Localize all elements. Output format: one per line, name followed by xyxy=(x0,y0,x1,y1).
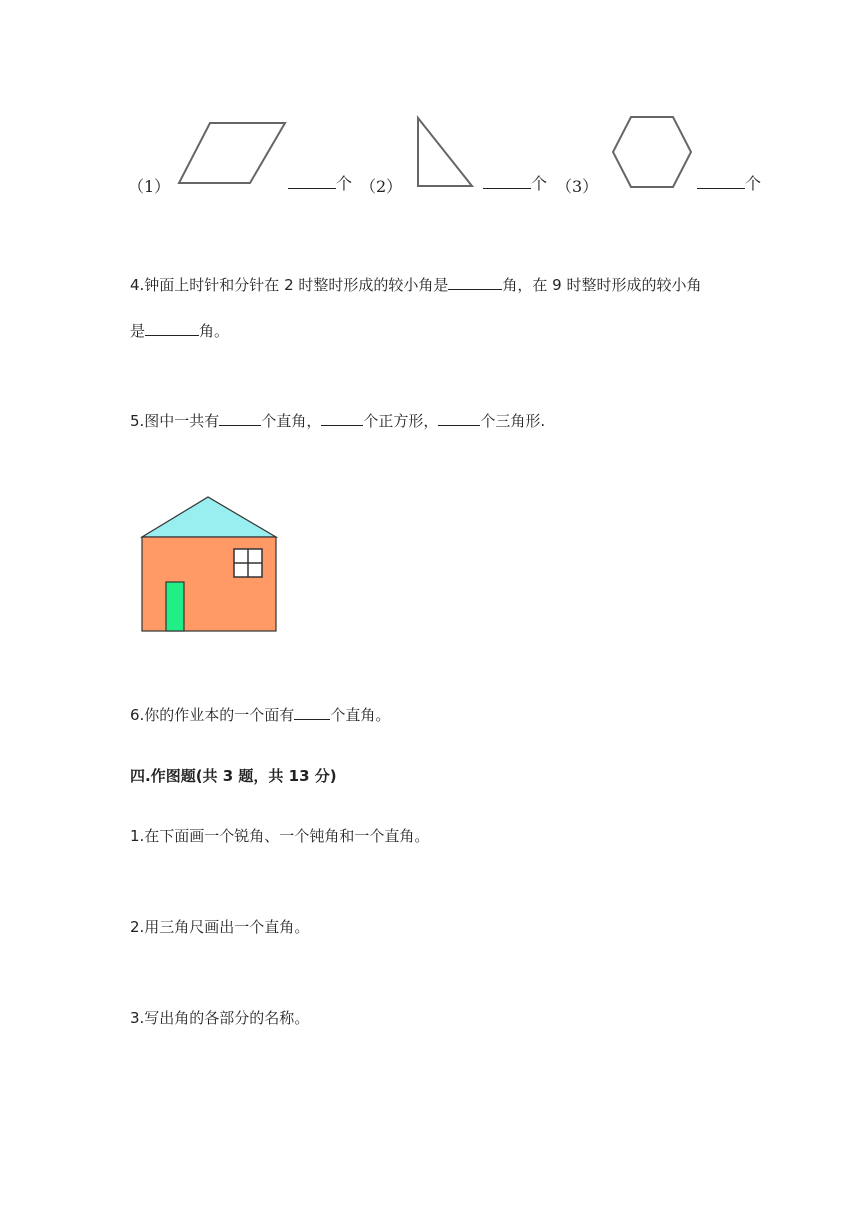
q4-text-a: 4.钟面上时针和分针在 2 时整时形成的较小角是 xyxy=(130,276,449,294)
q5-blank-3[interactable] xyxy=(438,411,480,426)
q5-blank-1[interactable] xyxy=(219,411,261,426)
shape-label-1: （1） xyxy=(128,177,171,196)
q6-blank[interactable] xyxy=(294,705,330,720)
house-figure xyxy=(138,494,280,634)
house-roof xyxy=(142,497,276,537)
q6-text-a: 6.你的作业本的一个面有 xyxy=(130,706,295,724)
unit-label-3: 个 xyxy=(745,174,762,193)
shape-label-2: （2） xyxy=(360,177,403,196)
question-4-line-2 xyxy=(130,321,229,341)
q4-text-b: 角，在 9 时整时形成的较小角 xyxy=(502,276,702,294)
unit-label-2: 个 xyxy=(531,174,548,193)
answer-blank-1[interactable] xyxy=(288,174,352,194)
hexagon-figure xyxy=(610,114,694,190)
q5-blank-2[interactable] xyxy=(321,411,363,426)
q6-text-b: 个直角。 xyxy=(330,706,391,724)
q5-text-a: 5.图中一共有 xyxy=(130,412,220,430)
parallelogram-figure xyxy=(176,120,288,186)
answer-blank-3[interactable] xyxy=(697,174,761,194)
q4-text-d: 角。 xyxy=(199,322,230,340)
q4-blank-1[interactable] xyxy=(448,275,502,290)
question-4-line-1 xyxy=(130,275,702,295)
q4-blank-2[interactable] xyxy=(145,321,199,336)
question-6 xyxy=(130,705,390,725)
q5-text-b: 个直角， xyxy=(261,412,322,430)
q5-text-d: 个三角形. xyxy=(480,412,546,430)
q4-text-c: 是 xyxy=(130,322,146,340)
section-4-question-2: 2.用三角尺画出一个直角。 xyxy=(130,918,310,936)
shape-label-3: （3） xyxy=(556,177,599,196)
q5-text-c: 个正方形， xyxy=(363,412,439,430)
house-door xyxy=(166,582,184,631)
question-5 xyxy=(130,411,545,431)
section-4-title: 四.作图题(共 3 题，共 13 分) xyxy=(130,767,337,785)
section-4-question-1: 1.在下面画一个锐角、一个钝角和一个直角。 xyxy=(130,827,430,845)
answer-blank-2[interactable] xyxy=(483,174,547,194)
right-triangle-figure xyxy=(414,114,476,190)
unit-label-1: 个 xyxy=(336,174,353,193)
section-4-question-3: 3.写出角的各部分的名称。 xyxy=(130,1009,310,1027)
